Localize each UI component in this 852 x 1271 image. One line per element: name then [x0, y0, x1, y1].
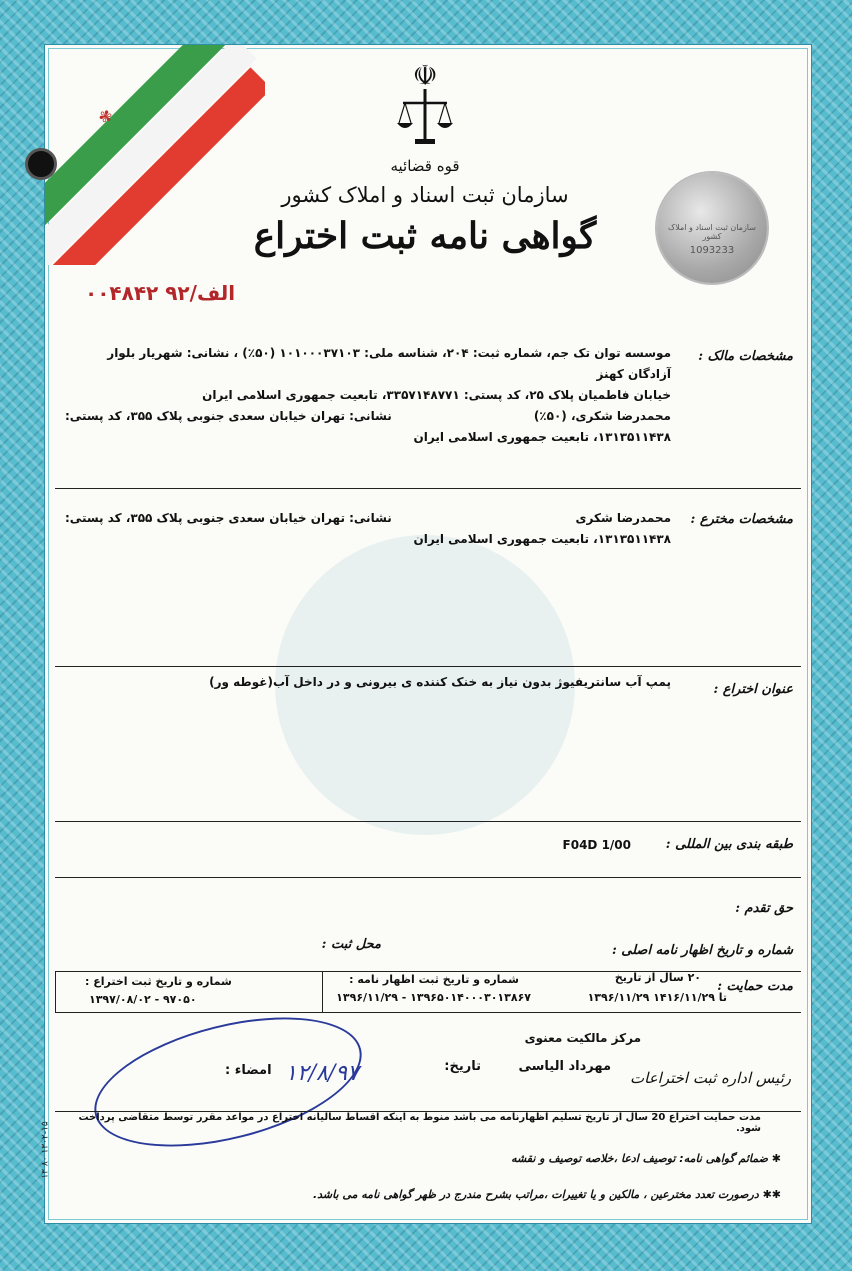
attachments-note	[511, 1152, 781, 1165]
protection-label: مدت حمایت :	[717, 979, 793, 994]
inventor-name: محمدرضا شکری	[575, 511, 671, 525]
head-title: رئیس اداره ثبت اختراعات	[630, 1069, 791, 1087]
owner-section	[55, 333, 801, 489]
application-label: شماره و تاریخ ثبت اظهار نامه :	[349, 973, 519, 986]
invention-section	[55, 666, 801, 822]
embossed-seal	[657, 173, 767, 283]
changes-text: درصورت تعدد مخترعین ، مالکین و یا تغییرات ،مراتب بشرح مندرج در ظهر گواهی نامه می باشد.	[312, 1188, 759, 1201]
inventor-label: مشخصات مخترع :	[690, 512, 793, 527]
inventor-section	[55, 488, 801, 667]
invention-title: پمپ آب سانتریفیوژ بدون نیاز به خنک کننده ی بیرونی و در داخل آب(غوطه ور)	[209, 675, 671, 689]
owner-second-name: محمدرضا شکری، (۵۰٪)	[533, 409, 671, 423]
double-star-icon: ✱✱	[758, 1188, 781, 1201]
owner-line-4: ۱۳۱۳۵۱۱۴۳۸، تابعیت جمهوری اسلامی ایران	[413, 430, 671, 444]
punch-hole	[25, 148, 57, 180]
certificate-title: گواهی نامه ثبت اختراع	[253, 215, 597, 257]
protection-range: ۱۳۹۶/۱۱/۲۹ تا ۱۴۱۶/۱۱/۲۹	[587, 991, 727, 1004]
registration-label: شماره و تاریخ ثبت اختراع :	[85, 975, 232, 988]
iran-flag-corner	[45, 45, 265, 265]
center-name: مرکز مالکیت معنوی	[524, 1031, 641, 1045]
classification-label: طبقه بندی بین المللی :	[665, 837, 793, 852]
inventor-address: نشانی: تهران خیابان سعدی جنوبی پلاک ۳۵۵، کد پستی:	[65, 511, 392, 525]
priority-section	[55, 877, 801, 971]
classification-value: F04D 1/00	[562, 838, 631, 852]
seal-text: سازمان ثبت اسناد و املاک کشور	[668, 223, 756, 241]
attachments-text: ضمائم گواهی نامه: توصیف ادعا ،خلاصه توصیف و نقشه	[511, 1152, 768, 1165]
certificate-header	[245, 55, 605, 257]
margin-code: ۱۳۰۲-۱۵ ۸۰ ۱۳	[40, 1121, 51, 1179]
owner-second-address: نشانی: تهران خیابان سعدی جنوبی پلاک ۳۵۵، کد پستی:	[65, 409, 392, 423]
star-icon: ✱	[767, 1152, 781, 1165]
flag-emblem-icon: ✾	[94, 105, 118, 128]
handwritten-date: ۱۲/۸/۹۷	[285, 1061, 359, 1086]
certificate-paper	[40, 44, 812, 1224]
head-name: مهرداد الیاسی	[518, 1059, 611, 1074]
date-label: تاریخ:	[444, 1059, 481, 1074]
owner-label: مشخصات مالک :	[698, 349, 793, 364]
protection-years: ۲۰ سال از تاریخ	[614, 971, 701, 984]
judiciary-label: قوه قضائیه	[390, 157, 460, 175]
classification-section	[55, 821, 801, 878]
application-value: ۱۳۹۶/۱۱/۲۹ - ۱۳۹۶۵۰۱۴۰۰۰۳۰۱۳۸۶۷	[336, 991, 531, 1004]
invention-label: عنوان اختراع :	[713, 682, 793, 697]
inventor-details	[65, 508, 671, 550]
serial-number: ۰۰۴۸۴۲ الف/۹۲	[85, 281, 236, 305]
owner-line-1: موسسه توان تک جم، شماره ثبت: ۲۰۴، شناسه ملی: ۱۰۱۰۰۰۳۷۱۰۳ (۵۰٪) ، نشانی: شهریار بلوار آزادگان کهنز	[107, 346, 671, 381]
priority-label: حق تقدم :	[735, 901, 793, 916]
owner-line-2: خیابان فاطمیان پلاک ۲۵، کد پستی: ۳۳۵۷۱۴۸۷۷۱، تابعیت جمهوری اسلامی ایران	[202, 388, 671, 402]
registration-place-label: محل ثبت :	[321, 937, 381, 952]
svg-text:☫: ☫	[412, 59, 438, 92]
owner-line-3	[65, 406, 671, 427]
notes-section	[55, 1111, 801, 1216]
registration-value: ۱۳۹۷/۰۸/۰۲ - ۹۷۰۵۰	[89, 993, 197, 1006]
organization-name: سازمان ثبت اسناد و املاک کشور	[281, 183, 569, 207]
inventor-line-1	[65, 508, 671, 529]
seal-number: 1093233	[689, 245, 735, 256]
sign-label: امضاء :	[225, 1063, 272, 1078]
validity-note: مدت حمایت اختراع 20 سال از تاریخ تسلیم اظهارنامه می باشد منوط به اینکه اقساط سالیانه اختراع در مواعد مقرر توسط متقاضی پرداخت شود.	[78, 1112, 761, 1134]
owner-details	[65, 343, 671, 448]
original-application-label: شماره و تاریخ اظهار نامه اصلی :	[611, 943, 793, 958]
scales-of-justice-icon	[395, 55, 455, 151]
changes-note	[313, 1188, 781, 1201]
inventor-line-2: ۱۳۱۳۵۱۱۴۳۸، تابعیت جمهوری اسلامی ایران	[413, 532, 671, 546]
